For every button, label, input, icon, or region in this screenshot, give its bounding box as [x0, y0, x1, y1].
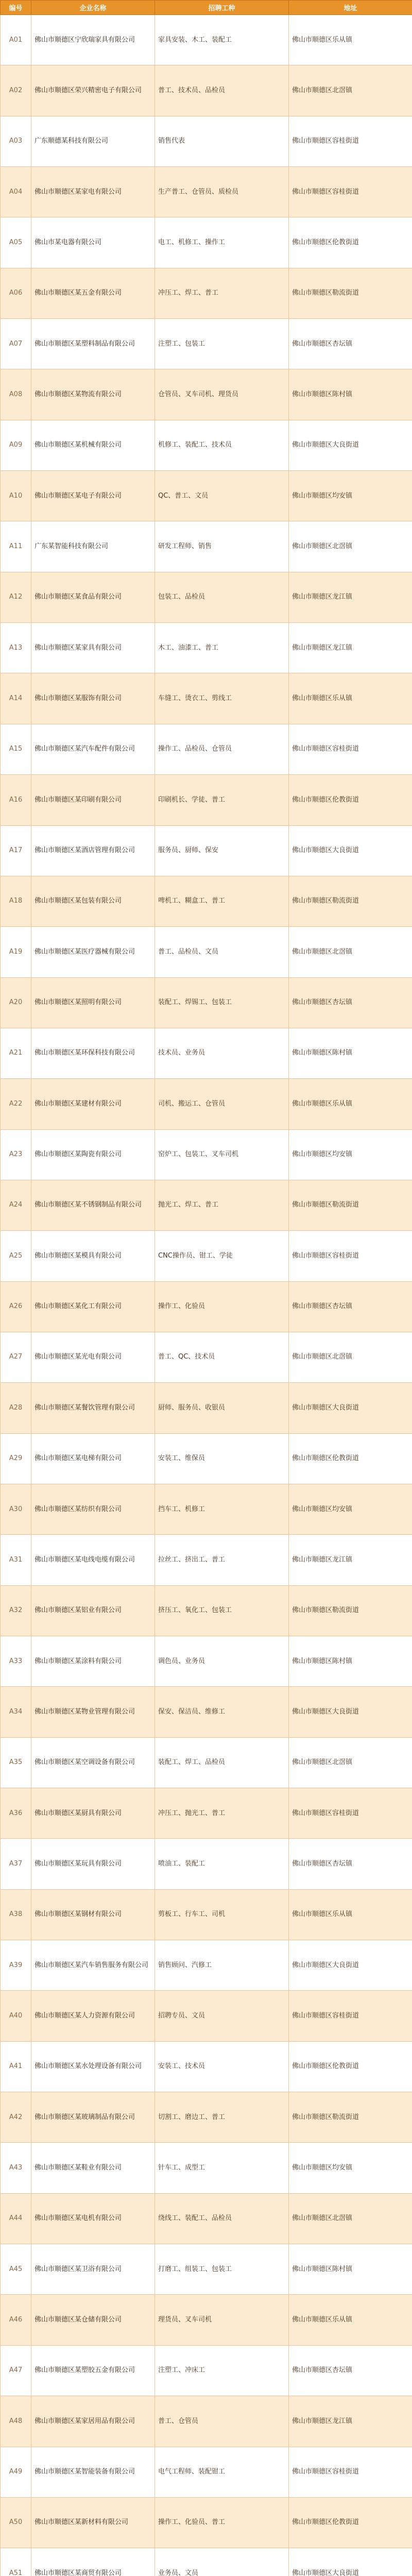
row-number: A29 — [1, 1433, 31, 1484]
row-number: A15 — [1, 724, 31, 774]
company-name: 佛山市顺德区某智能装备有限公司 — [31, 2447, 155, 2497]
row-number: A07 — [1, 319, 31, 369]
job-positions: 研发工程师、销售 — [155, 521, 289, 572]
company-name: 佛山市顺德区某电子有限公司 — [31, 471, 155, 521]
job-positions: 挡车工、机修工 — [155, 1484, 289, 1534]
row-number: A03 — [1, 116, 31, 166]
job-positions: 绕线工、装配工、品检员 — [155, 2193, 289, 2244]
job-positions: 针车工、成型工 — [155, 2143, 289, 2193]
row-number: A43 — [1, 2143, 31, 2193]
company-name: 佛山市顺德区某家居用品有限公司 — [31, 2396, 155, 2447]
company-address: 佛山市顺德区龙江镇 — [289, 623, 412, 673]
company-address: 佛山市顺德区伦教街道 — [289, 217, 412, 268]
job-positions: 服务员、厨师、保安 — [155, 825, 289, 876]
company-address: 佛山市顺德区容桂街道 — [289, 1788, 412, 1839]
row-number: A06 — [1, 268, 31, 318]
company-address: 佛山市顺德区龙江镇 — [289, 572, 412, 622]
table-row — [1, 2345, 412, 2396]
table-row — [1, 1889, 412, 1940]
table-row — [1, 1079, 412, 1129]
job-positions: 冲压工、焊工、普工 — [155, 268, 289, 318]
company-name: 佛山市顺德区某电梯有限公司 — [31, 1433, 155, 1484]
row-number: A31 — [1, 1535, 31, 1585]
job-positions: 生产普工、仓管员、质检员 — [155, 167, 289, 217]
table-row — [1, 2497, 412, 2548]
table-row — [1, 2548, 412, 2576]
table-body — [1, 15, 412, 2576]
job-positions: 电工、机修工、操作工 — [155, 217, 289, 268]
company-name: 佛山市顺德区宁欣瑞家具有限公司 — [31, 15, 155, 65]
company-address: 佛山市顺德区北滘镇 — [289, 521, 412, 572]
company-name: 佛山市顺德区某塑胶五金有限公司 — [31, 2345, 155, 2396]
table-row — [1, 1788, 412, 1839]
job-positions: 技术员、业务员 — [155, 1028, 289, 1078]
row-number: A24 — [1, 1180, 31, 1230]
job-positions: 安装工、维保员 — [155, 1433, 289, 1484]
table-row — [1, 369, 412, 420]
company-address: 佛山市顺德区均安镇 — [289, 1129, 412, 1180]
company-name: 佛山市顺德区某塑料制品有限公司 — [31, 319, 155, 369]
table-row — [1, 217, 412, 268]
company-address: 佛山市顺德区北滘镇 — [289, 1332, 412, 1382]
row-number: A19 — [1, 927, 31, 977]
company-address: 佛山市顺德区乐从镇 — [289, 673, 412, 724]
table-row — [1, 521, 412, 572]
company-address: 佛山市顺德区乐从镇 — [289, 1079, 412, 1129]
job-positions: 窑炉工、包装工、叉车司机 — [155, 1129, 289, 1180]
company-address: 佛山市顺德区容桂街道 — [289, 724, 412, 774]
row-number: A22 — [1, 1079, 31, 1129]
company-name: 佛山市顺德区某建材有限公司 — [31, 1079, 155, 1129]
company-name: 佛山市顺德区某铝业有限公司 — [31, 1585, 155, 1636]
table-row — [1, 2143, 412, 2193]
row-number: A01 — [1, 15, 31, 65]
company-name: 佛山市顺德区某涂料有限公司 — [31, 1636, 155, 1687]
row-number: A23 — [1, 1129, 31, 1180]
job-positions: 车缝工、烫衣工、剪线工 — [155, 673, 289, 724]
job-positions: 拉丝工、挤出工、普工 — [155, 1535, 289, 1585]
row-number: A21 — [1, 1028, 31, 1078]
table-row — [1, 724, 412, 774]
row-number: A10 — [1, 471, 31, 521]
table-row — [1, 572, 412, 622]
company-address: 佛山市顺德区大良街道 — [289, 1383, 412, 1433]
company-name: 佛山市顺德区某酒店管理有限公司 — [31, 825, 155, 876]
row-number: A17 — [1, 825, 31, 876]
row-number: A37 — [1, 1839, 31, 1889]
company-address: 佛山市顺德区乐从镇 — [289, 15, 412, 65]
job-positions: QC、普工、文员 — [155, 471, 289, 521]
job-positions: CNC操作员、钳工、学徒 — [155, 1231, 289, 1281]
company-address: 佛山市顺德区容桂街道 — [289, 116, 412, 166]
company-address: 佛山市顺德区均安镇 — [289, 2143, 412, 2193]
company-address: 佛山市顺德区陈村镇 — [289, 1028, 412, 1078]
row-number: A47 — [1, 2345, 31, 2396]
row-number: A04 — [1, 167, 31, 217]
company-name: 佛山市顺德区某五金有限公司 — [31, 268, 155, 318]
row-number: A27 — [1, 1332, 31, 1382]
row-number: A50 — [1, 2497, 31, 2548]
row-number: A39 — [1, 1940, 31, 1991]
row-number: A05 — [1, 217, 31, 268]
job-positions: 冲压工、抛光工、普工 — [155, 1788, 289, 1839]
row-number: A48 — [1, 2396, 31, 2447]
company-name: 佛山市顺德区某汽车销售服务有限公司 — [31, 1940, 155, 1991]
company-address: 佛山市顺德区勒流街道 — [289, 268, 412, 318]
job-positions: 切割工、磨边工、普工 — [155, 2092, 289, 2143]
company-name: 佛山市某电器有限公司 — [31, 217, 155, 268]
table-row — [1, 673, 412, 724]
job-positions: 调色员、业务员 — [155, 1636, 289, 1687]
company-address: 佛山市顺德区勒流街道 — [289, 1180, 412, 1230]
header-no: 编号 — [1, 1, 31, 15]
table-row — [1, 471, 412, 521]
header-company: 企业名称 — [31, 1, 155, 15]
company-address: 佛山市顺德区陈村镇 — [289, 369, 412, 420]
company-name: 佛山市顺德区某餐饮管理有限公司 — [31, 1383, 155, 1433]
job-positions: 理货员、叉车司机 — [155, 2295, 289, 2345]
company-name: 佛山市顺德区某模具有限公司 — [31, 1231, 155, 1281]
company-name: 佛山市顺德区某陶瓷有限公司 — [31, 1129, 155, 1180]
company-name: 佛山市顺德区某服饰有限公司 — [31, 673, 155, 724]
job-positions: 注塑工、冲床工 — [155, 2345, 289, 2396]
table-row — [1, 825, 412, 876]
company-name: 佛山市顺德区某水处理设备有限公司 — [31, 2041, 155, 2092]
row-number: A11 — [1, 521, 31, 572]
row-number: A49 — [1, 2447, 31, 2497]
company-address: 佛山市顺德区均安镇 — [289, 471, 412, 521]
table-row — [1, 420, 412, 470]
company-address: 佛山市顺德区北滘镇 — [289, 927, 412, 977]
company-name: 佛山市顺德区某汽车配件有限公司 — [31, 724, 155, 774]
company-name: 佛山市顺德区某物业管理有限公司 — [31, 1687, 155, 1737]
company-address: 佛山市顺德区容桂街道 — [289, 2447, 412, 2497]
table-row — [1, 65, 412, 116]
company-name: 佛山市顺德区某玩具有限公司 — [31, 1839, 155, 1889]
company-address: 佛山市顺德区勒流街道 — [289, 1585, 412, 1636]
company-name: 佛山市顺德区某化工有限公司 — [31, 1281, 155, 1332]
table-row — [1, 1028, 412, 1078]
company-address: 佛山市顺德区伦教街道 — [289, 2497, 412, 2548]
header-row — [1, 1, 412, 15]
job-positions: 安装工、技术员 — [155, 2041, 289, 2092]
table-row — [1, 2092, 412, 2143]
row-number: A25 — [1, 1231, 31, 1281]
row-number: A45 — [1, 2244, 31, 2295]
job-positions: 家具安装、木工、装配工 — [155, 15, 289, 65]
row-number: A44 — [1, 2193, 31, 2244]
table-row — [1, 1231, 412, 1281]
company-name: 佛山市顺德区某家电有限公司 — [31, 167, 155, 217]
company-name: 佛山市顺德区某钢材有限公司 — [31, 1889, 155, 1940]
company-name: 佛山市顺德区某光电有限公司 — [31, 1332, 155, 1382]
table-row — [1, 1940, 412, 1991]
table-row — [1, 2396, 412, 2447]
company-address: 佛山市顺德区伦教街道 — [289, 775, 412, 825]
job-positions: 厨师、服务员、收银员 — [155, 1383, 289, 1433]
header-positions: 招聘工种 — [155, 1, 289, 15]
job-positions: 啤机工、糊盒工、普工 — [155, 876, 289, 926]
job-positions: 保安、保洁员、维修工 — [155, 1687, 289, 1737]
table-row — [1, 1180, 412, 1230]
job-positions: 销售代表 — [155, 116, 289, 166]
company-address: 佛山市顺德区杏坛镇 — [289, 1281, 412, 1332]
table-row — [1, 167, 412, 217]
company-address: 佛山市顺德区容桂街道 — [289, 167, 412, 217]
company-address: 佛山市顺德区龙江镇 — [289, 2396, 412, 2447]
table-row — [1, 116, 412, 166]
job-positions: 挤压工、氧化工、包装工 — [155, 1585, 289, 1636]
job-positions: 仓管员、叉车司机、理货员 — [155, 369, 289, 420]
company-address: 佛山市顺德区北滘镇 — [289, 2193, 412, 2244]
job-positions: 普工、仓管员 — [155, 2396, 289, 2447]
company-name: 佛山市顺德区某商贸有限公司 — [31, 2548, 155, 2576]
job-positions: 剪板工、行车工、司机 — [155, 1889, 289, 1940]
job-positions: 机修工、装配工、技术员 — [155, 420, 289, 470]
table-row — [1, 2244, 412, 2295]
row-number: A12 — [1, 572, 31, 622]
company-address: 佛山市顺德区大良街道 — [289, 825, 412, 876]
table-row — [1, 1687, 412, 1737]
table-row — [1, 876, 412, 926]
company-address: 佛山市顺德区陈村镇 — [289, 2244, 412, 2295]
table-row — [1, 2295, 412, 2345]
company-address: 佛山市顺德区大良街道 — [289, 1687, 412, 1737]
company-address: 佛山市顺德区伦教街道 — [289, 1433, 412, 1484]
company-name: 佛山市顺德区某物流有限公司 — [31, 369, 155, 420]
company-name: 佛山市顺德区某照明有限公司 — [31, 977, 155, 1028]
job-positions: 操作工、化验员 — [155, 1281, 289, 1332]
company-address: 佛山市顺德区杏坛镇 — [289, 977, 412, 1028]
table-row — [1, 1737, 412, 1788]
company-address: 佛山市顺德区北滘镇 — [289, 1737, 412, 1788]
company-name: 广东顺德某科技有限公司 — [31, 116, 155, 166]
table-row — [1, 1636, 412, 1687]
company-name: 佛山市顺德区某新材料有限公司 — [31, 2497, 155, 2548]
table-row — [1, 1281, 412, 1332]
company-address: 佛山市顺德区伦教街道 — [289, 2041, 412, 2092]
company-address: 佛山市顺德区勒流街道 — [289, 2092, 412, 2143]
row-number: A16 — [1, 775, 31, 825]
job-positions: 打磨工、组装工、包装工 — [155, 2244, 289, 2295]
row-number: A35 — [1, 1737, 31, 1788]
job-positions: 普工、技术员、品检员 — [155, 65, 289, 116]
company-address: 佛山市顺德区容桂街道 — [289, 1231, 412, 1281]
row-number: A38 — [1, 1889, 31, 1940]
company-address: 佛山市顺德区北滘镇 — [289, 65, 412, 116]
company-address: 佛山市顺德区乐从镇 — [289, 2295, 412, 2345]
table-row — [1, 1433, 412, 1484]
row-number: A26 — [1, 1281, 31, 1332]
company-address: 佛山市顺德区大良街道 — [289, 420, 412, 470]
company-name: 佛山市顺德区某鞋业有限公司 — [31, 2143, 155, 2193]
table-row — [1, 15, 412, 65]
row-number: A18 — [1, 876, 31, 926]
job-positions: 操作工、品检员、仓管员 — [155, 724, 289, 774]
row-number: A14 — [1, 673, 31, 724]
company-address: 佛山市顺德区杏坛镇 — [289, 319, 412, 369]
company-name: 佛山市顺德区某家具有限公司 — [31, 623, 155, 673]
company-name: 佛山市顺德区某印刷有限公司 — [31, 775, 155, 825]
company-address: 佛山市顺德区均安镇 — [289, 1484, 412, 1534]
company-name: 佛山市顺德区某电机有限公司 — [31, 2193, 155, 2244]
company-address: 佛山市顺德区龙江镇 — [289, 1535, 412, 1585]
job-positions: 销售顾问、汽修工 — [155, 1940, 289, 1991]
row-number: A09 — [1, 420, 31, 470]
company-name: 佛山市顺德区某卫浴有限公司 — [31, 2244, 155, 2295]
job-positions: 司机、搬运工、仓管员 — [155, 1079, 289, 1129]
table-row — [1, 1484, 412, 1534]
table-row — [1, 1585, 412, 1636]
job-positions: 装配工、焊工、品检员 — [155, 1737, 289, 1788]
company-address: 佛山市顺德区陈村镇 — [289, 1636, 412, 1687]
company-address: 佛山市顺德区大良街道 — [289, 2548, 412, 2576]
job-positions: 木工、油漆工、普工 — [155, 623, 289, 673]
company-name: 佛山市顺德区某人力资源有限公司 — [31, 1991, 155, 2041]
company-name: 佛山市顺德区某医疗器械有限公司 — [31, 927, 155, 977]
table-row — [1, 2447, 412, 2497]
job-positions: 操作工、化验员、普工 — [155, 2497, 289, 2548]
table-row — [1, 977, 412, 1028]
job-positions: 业务员、文员 — [155, 2548, 289, 2576]
company-address: 佛山市顺德区乐从镇 — [289, 1889, 412, 1940]
company-name: 佛山市顺德区某包装有限公司 — [31, 876, 155, 926]
row-number: A33 — [1, 1636, 31, 1687]
company-name: 佛山市顺德区某仓储有限公司 — [31, 2295, 155, 2345]
job-positions: 招聘专员、文员 — [155, 1991, 289, 2041]
row-number: A32 — [1, 1585, 31, 1636]
row-number: A40 — [1, 1991, 31, 2041]
row-number: A41 — [1, 2041, 31, 2092]
row-number: A20 — [1, 977, 31, 1028]
table-row — [1, 775, 412, 825]
row-number: A30 — [1, 1484, 31, 1534]
company-name: 佛山市顺德区某机械有限公司 — [31, 420, 155, 470]
table-row — [1, 1991, 412, 2041]
job-positions: 喷油工、装配工 — [155, 1839, 289, 1889]
company-name: 佛山市顺德区某空调设备有限公司 — [31, 1737, 155, 1788]
table-row — [1, 319, 412, 369]
company-name: 佛山市顺德区某厨具有限公司 — [31, 1788, 155, 1839]
row-number: A51 — [1, 2548, 31, 2576]
company-name: 佛山市顺德区某食品有限公司 — [31, 572, 155, 622]
job-positions: 印刷机长、学徒、普工 — [155, 775, 289, 825]
company-name: 佛山市顺德区某不锈钢制品有限公司 — [31, 1180, 155, 1230]
row-number: A08 — [1, 369, 31, 420]
job-positions: 注塑工、包装工 — [155, 319, 289, 369]
job-positions: 抛光工、焊工、普工 — [155, 1180, 289, 1230]
table-row — [1, 1129, 412, 1180]
job-positions: 电气工程师、装配钳工 — [155, 2447, 289, 2497]
table-row — [1, 1332, 412, 1382]
company-name: 广东某智能科技有限公司 — [31, 521, 155, 572]
table-row — [1, 2193, 412, 2244]
row-number: A28 — [1, 1383, 31, 1433]
company-address: 佛山市顺德区杏坛镇 — [289, 1839, 412, 1889]
row-number: A42 — [1, 2092, 31, 2143]
row-number: A13 — [1, 623, 31, 673]
company-address: 佛山市顺德区杏坛镇 — [289, 2345, 412, 2396]
table-row — [1, 268, 412, 318]
company-name: 佛山市顺德区某电线电缆有限公司 — [31, 1535, 155, 1585]
company-address: 佛山市顺德区勒流街道 — [289, 876, 412, 926]
company-name: 佛山市顺德区某玻璃制品有限公司 — [31, 2092, 155, 2143]
table-row — [1, 1839, 412, 1889]
row-number: A46 — [1, 2295, 31, 2345]
row-number: A36 — [1, 1788, 31, 1839]
table-row — [1, 2041, 412, 2092]
row-number: A02 — [1, 65, 31, 116]
job-positions: 包装工、品检员 — [155, 572, 289, 622]
row-number: A34 — [1, 1687, 31, 1737]
job-positions: 普工、品检员、文员 — [155, 927, 289, 977]
table-row — [1, 1383, 412, 1433]
table-row — [1, 927, 412, 977]
company-name: 佛山市顺德区某纺织有限公司 — [31, 1484, 155, 1534]
job-positions: 普工、QC、技术员 — [155, 1332, 289, 1382]
company-address: 佛山市顺德区容桂街道 — [289, 1991, 412, 2041]
job-positions: 装配工、焊锡工、包装工 — [155, 977, 289, 1028]
company-name: 佛山市顺德区某环保科技有限公司 — [31, 1028, 155, 1078]
company-name: 佛山市顺德区荣兴精密电子有限公司 — [31, 65, 155, 116]
table-row — [1, 623, 412, 673]
header-address: 地址 — [289, 1, 412, 15]
company-address: 佛山市顺德区大良街道 — [289, 1940, 412, 1991]
table-row — [1, 1535, 412, 1585]
